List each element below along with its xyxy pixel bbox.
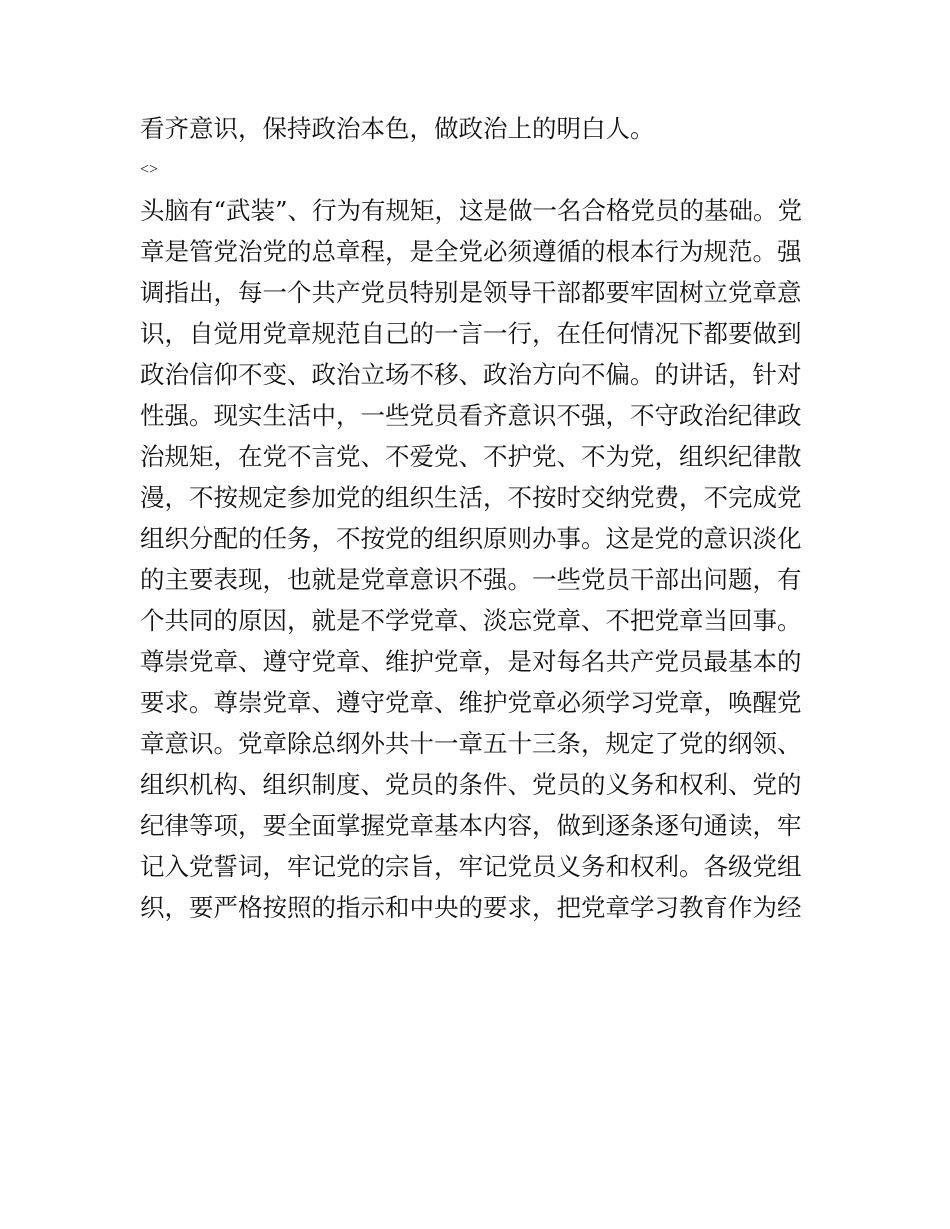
paragraph-line: 的主要表现，也就是党章意识不强。一些党员干部出问题，有: [140, 565, 802, 594]
paragraph-line: 识，自觉用党章规范自己的一言一行，在任何情况下都要做到: [140, 319, 802, 348]
paragraph-line: 政治信仰不变、政治立场不移、政治方向不偏。的讲话，针对: [140, 360, 802, 389]
paragraph-line: 治规矩，在党不言党、不爱党、不护党、不为党，组织纪律散: [140, 442, 802, 471]
paragraph-line: 要求。尊崇党章、遵守党章、维护党章必须学习党章，唤醒党: [140, 688, 802, 717]
paragraph-line: 组织分配的任务，不按党的组织原则办事。这是党的意识淡化: [140, 524, 802, 553]
paragraph-line: 个共同的原因，就是不学党章、淡忘党章、不把党章当回事。: [140, 606, 802, 635]
paragraph-line: 章意识。党章除总纲外共十一章五十三条，规定了党的纲领、: [140, 729, 802, 758]
body-paragraph: [140, 190, 820, 928]
paragraph-line: 记入党誓词，牢记党的宗旨，牢记党员义务和权利。各级党组: [140, 852, 802, 881]
paragraph-line: 纪律等项，要全面掌握党章基本内容，做到逐条逐句通读，牢: [140, 811, 802, 840]
paragraph-line: 漫，不按规定参加党的组织生活，不按时交纳党费，不完成党: [140, 483, 802, 512]
section-marker: <>: [140, 161, 159, 178]
paragraph-line: 调指出，每一个共产党员特别是领导干部都要牢固树立党章意: [140, 278, 802, 307]
paragraph-line: 头脑有“武装”、行为有规矩，这是做一名合格党员的基础。党: [140, 196, 803, 225]
intro-line: 看齐意识，保持政治本色，做政治上的明白人。: [140, 114, 655, 143]
paragraph-line: 性强。现实生活中，一些党员看齐意识不强，不守政治纪律政: [140, 401, 802, 430]
paragraph-line: 章是管党治党的总章程，是全党必须遵循的根本行为规范。强: [140, 237, 802, 266]
paragraph-line: 组织机构、组织制度、党员的条件、党员的义务和权利、党的: [140, 770, 802, 799]
paragraph-line: 织，要严格按照的指示和中央的要求，把党章学习教育作为经: [140, 893, 802, 922]
document-body: [140, 108, 820, 928]
paragraph-line: 尊崇党章、遵守党章、维护党章，是对每名共产党员最基本的: [140, 647, 802, 676]
